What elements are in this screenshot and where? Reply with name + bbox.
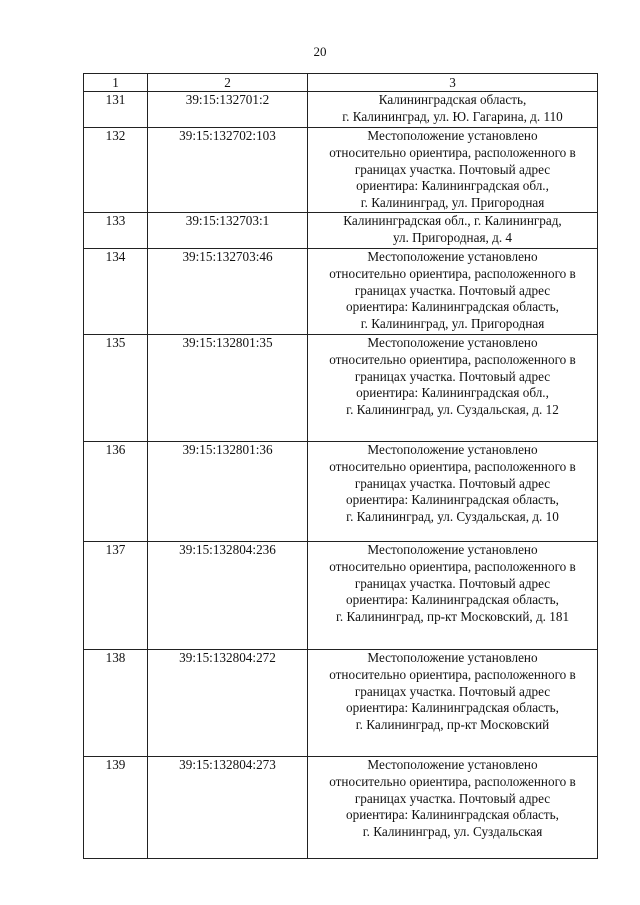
address-line: границах участка. Почтовый адрес: [354, 790, 551, 806]
table-row: [84, 128, 598, 213]
address-cell: [308, 541, 598, 649]
cadastral-number: 39:15:132804:273: [148, 756, 308, 858]
address-line: г. Калининград, пр-кт Московский, д. 181: [335, 609, 570, 625]
table-row: [84, 212, 598, 248]
cadastral-number: 39:15:132801:36: [148, 441, 308, 541]
table-row: [84, 92, 598, 128]
address-line: границах участка. Почтовый адрес: [354, 475, 551, 491]
address-line: г. Калининград, ул. Суздальская, д. 12: [346, 402, 559, 418]
address-line: границах участка. Почтовый адрес: [354, 683, 551, 699]
cadastral-number: 39:15:132804:236: [148, 541, 308, 649]
cadastral-number: 39:15:132703:46: [148, 248, 308, 334]
address-line: относительно ориентира, расположенного в: [329, 773, 576, 789]
address-line: границах участка. Почтовый адрес: [354, 282, 551, 298]
address-cell: [308, 441, 598, 541]
address-line: относительно ориентира, расположенного в: [329, 558, 576, 574]
address-cell: [308, 212, 598, 248]
row-number: 136: [84, 441, 148, 541]
row-number: 134: [84, 248, 148, 334]
address-cell: [308, 128, 598, 213]
row-number: 139: [84, 756, 148, 858]
address-line: Местоположение установлено: [367, 649, 538, 665]
row-number: 135: [84, 334, 148, 441]
address-line: относительно ориентира, расположенного в: [329, 351, 576, 367]
address-line: г. Калининград, ул. Пригородная: [360, 316, 545, 332]
address-line: границах участка. Почтовый адрес: [354, 368, 551, 384]
table-row: [84, 441, 598, 541]
column-header-2: 2: [148, 74, 308, 92]
address-line: границах участка. Почтовый адрес: [354, 161, 551, 177]
table-header-row: [84, 74, 598, 92]
address-line: ориентира: Калининградская область,: [346, 299, 559, 315]
address-line: г. Калининград, ул. Ю. Гагарина, д. 110: [342, 108, 563, 124]
address-line: Местоположение установлено: [367, 248, 538, 264]
table-row: [84, 649, 598, 756]
table-row: [84, 756, 598, 858]
cadastral-number: 39:15:132801:35: [148, 334, 308, 441]
column-header-3: 3: [308, 74, 598, 92]
address-line: Калининградская обл., г. Калининград,: [343, 212, 562, 228]
address-cell: [308, 92, 598, 128]
address-line: ориентира: Калининградская область,: [346, 807, 559, 823]
cadastral-number: 39:15:132804:272: [148, 649, 308, 756]
address-cell: [308, 248, 598, 334]
cadastral-number: 39:15:132701:2: [148, 92, 308, 128]
address-line: г. Калининград, ул. Суздальская: [362, 824, 543, 840]
cadastral-number: 39:15:132702:103: [148, 128, 308, 213]
address-cell: [308, 334, 598, 441]
row-number: 137: [84, 541, 148, 649]
row-number: 138: [84, 649, 148, 756]
address-line: ориентира: Калининградская область,: [346, 700, 559, 716]
address-line: относительно ориентира, расположенного в: [329, 144, 576, 160]
address-cell: [308, 649, 598, 756]
row-number: 131: [84, 92, 148, 128]
address-line: относительно ориентира, расположенного в: [329, 265, 576, 281]
registry-table: [83, 73, 598, 859]
cadastral-number: 39:15:132703:1: [148, 212, 308, 248]
address-line: Местоположение установлено: [367, 334, 538, 350]
address-line: ориентира: Калининградская обл.,: [356, 178, 549, 194]
table-row: [84, 334, 598, 441]
address-line: Местоположение установлено: [367, 441, 538, 457]
address-line: Местоположение установлено: [367, 128, 538, 143]
table-row: [84, 248, 598, 334]
address-line: относительно ориентира, расположенного в: [329, 666, 576, 682]
column-header-1: 1: [84, 74, 148, 92]
address-line: ул. Пригородная, д. 4: [392, 229, 513, 245]
address-line: Местоположение установлено: [367, 756, 538, 772]
address-line: Калининградская область,: [378, 92, 527, 107]
table-row: [84, 541, 598, 649]
address-line: г. Калининград, ул. Суздальская, д. 10: [346, 509, 559, 525]
address-line: г. Калининград, ул. Пригородная: [360, 195, 545, 211]
address-line: г. Калининград, пр-кт Московский: [355, 717, 550, 733]
address-line: ориентира: Калининградская область,: [346, 492, 559, 508]
address-line: ориентира: Калининградская обл.,: [356, 385, 549, 401]
page-number: 20: [313, 44, 327, 59]
address-cell: [308, 756, 598, 858]
address-line: границах участка. Почтовый адрес: [354, 575, 551, 591]
address-line: ориентира: Калининградская область,: [346, 592, 559, 608]
row-number: 133: [84, 212, 148, 248]
row-number: 132: [84, 128, 148, 213]
address-line: относительно ориентира, расположенного в: [329, 458, 576, 474]
address-line: Местоположение установлено: [367, 541, 538, 557]
